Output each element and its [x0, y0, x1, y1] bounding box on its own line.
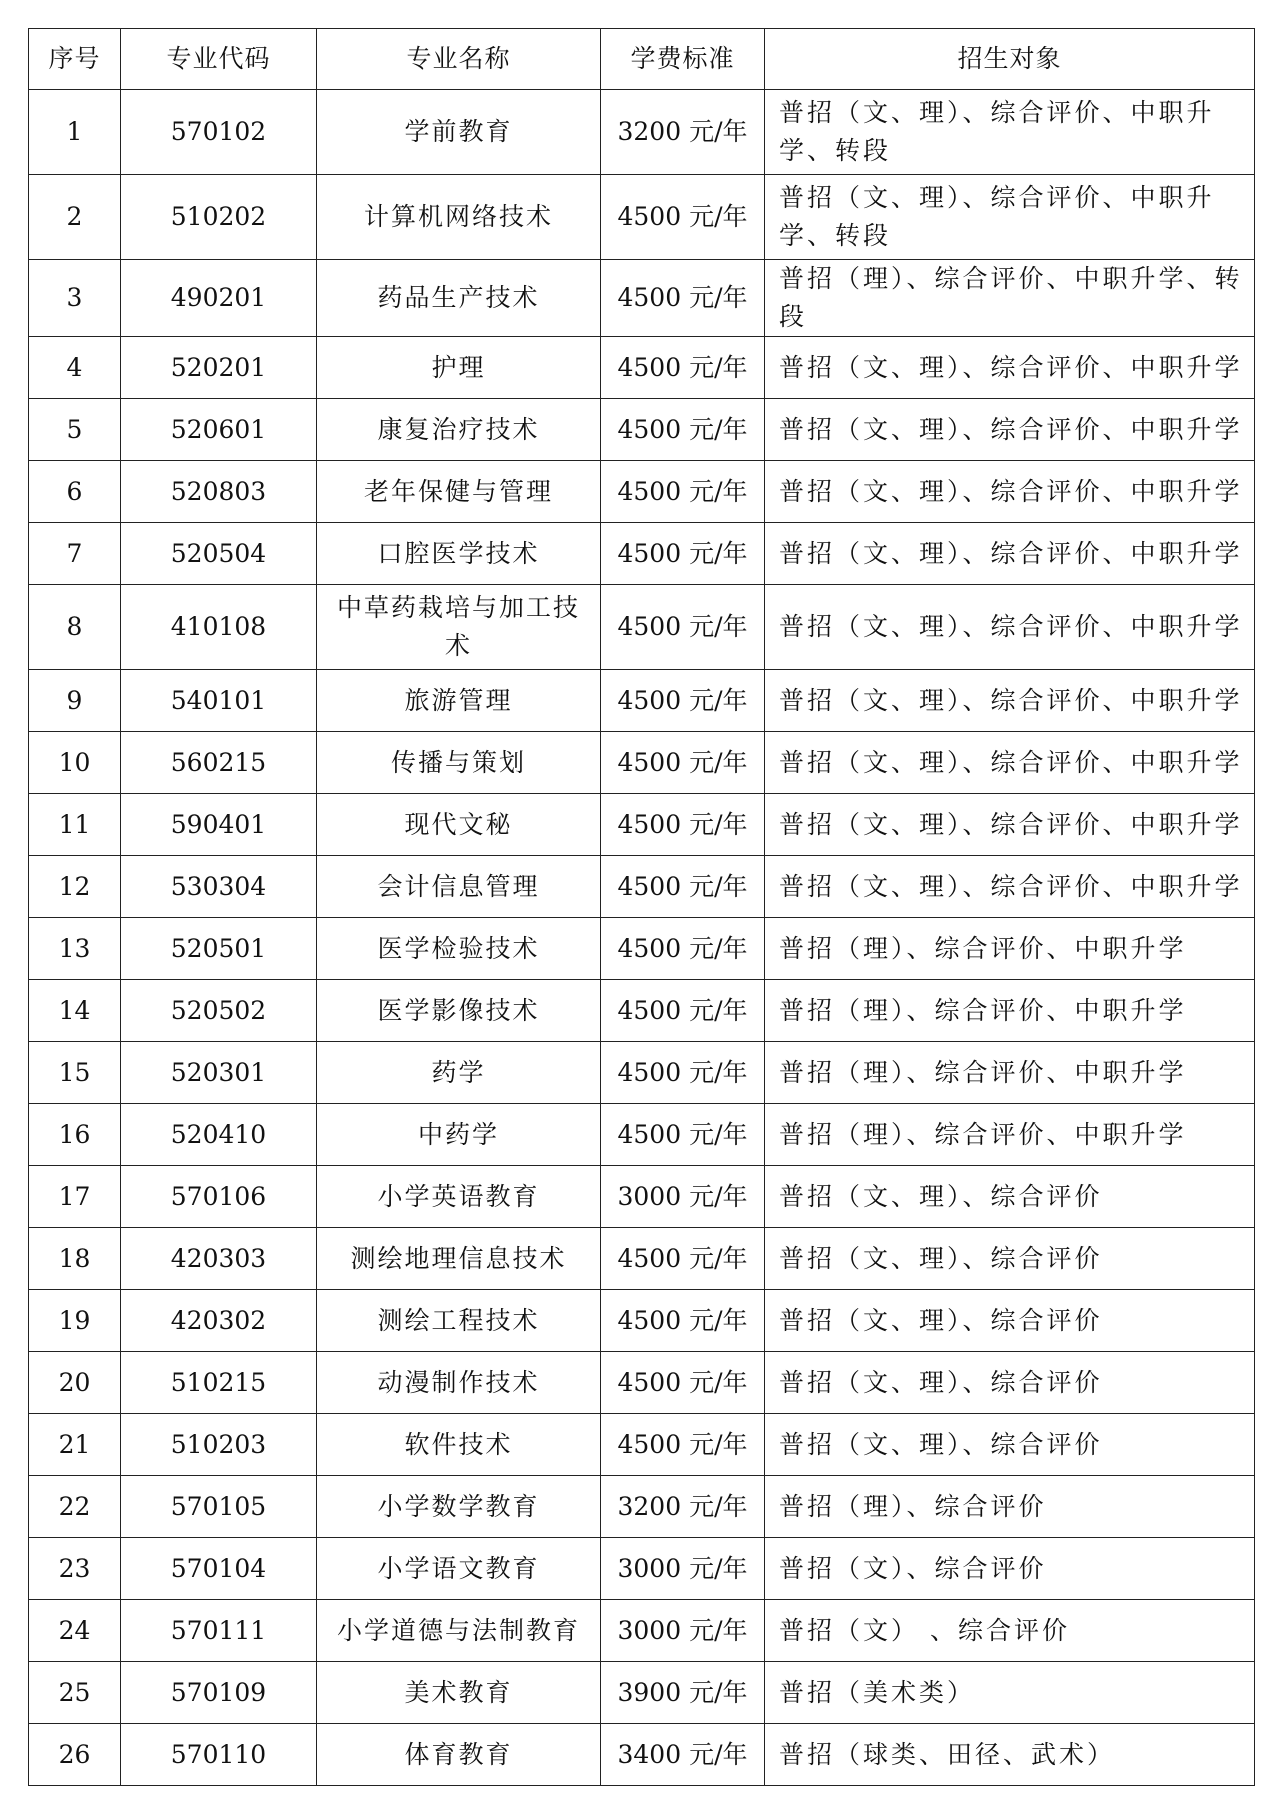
cell-target: 普招（理）、综合评价 [765, 1476, 1255, 1538]
cell-no: 8 [29, 585, 121, 670]
cell-no: 9 [29, 670, 121, 732]
cell-name: 口腔医学技术 [317, 523, 601, 585]
cell-target: 普招（理）、综合评价、中职升学 [765, 1042, 1255, 1104]
table-row [29, 670, 1255, 732]
page-wrapper [28, 28, 1254, 1786]
cell-name: 老年保健与管理 [317, 461, 601, 523]
cell-fee: 3200 元/年 [601, 90, 765, 175]
cell-name: 软件技术 [317, 1414, 601, 1476]
cell-fee: 3000 元/年 [601, 1166, 765, 1228]
cell-code: 510202 [121, 175, 317, 260]
cell-target: 普招（文、理）、综合评价、中职升学、转段 [765, 90, 1255, 175]
cell-name: 计算机网络技术 [317, 175, 601, 260]
cell-no: 5 [29, 399, 121, 461]
cell-name: 小学英语教育 [317, 1166, 601, 1228]
cell-code: 520201 [121, 337, 317, 399]
header-code: 专业代码 [121, 29, 317, 90]
cell-target: 普招（文、理）、综合评价、中职升学 [765, 523, 1255, 585]
cell-fee: 4500 元/年 [601, 1352, 765, 1414]
table-row [29, 1290, 1255, 1352]
cell-code: 490201 [121, 260, 317, 337]
cell-name: 动漫制作技术 [317, 1352, 601, 1414]
cell-fee: 3400 元/年 [601, 1724, 765, 1786]
cell-name: 小学语文教育 [317, 1538, 601, 1600]
cell-fee: 3000 元/年 [601, 1538, 765, 1600]
cell-fee: 4500 元/年 [601, 461, 765, 523]
cell-fee: 4500 元/年 [601, 175, 765, 260]
cell-name: 测绘工程技术 [317, 1290, 601, 1352]
table-row [29, 337, 1255, 399]
cell-name: 中药学 [317, 1104, 601, 1166]
cell-fee: 4500 元/年 [601, 918, 765, 980]
cell-fee: 3900 元/年 [601, 1662, 765, 1724]
cell-fee: 4500 元/年 [601, 1104, 765, 1166]
header-row [29, 29, 1255, 90]
cell-no: 26 [29, 1724, 121, 1786]
table-row [29, 523, 1255, 585]
table-row [29, 1228, 1255, 1290]
cell-target: 普招（理）、综合评价、中职升学、转段 [765, 260, 1255, 337]
cell-code: 520803 [121, 461, 317, 523]
table-row [29, 585, 1255, 670]
cell-no: 1 [29, 90, 121, 175]
cell-no: 4 [29, 337, 121, 399]
cell-fee: 4500 元/年 [601, 585, 765, 670]
cell-target: 普招（文、理）、综合评价、中职升学 [765, 337, 1255, 399]
cell-code: 510215 [121, 1352, 317, 1414]
cell-code: 560215 [121, 732, 317, 794]
table-row [29, 918, 1255, 980]
table-row [29, 90, 1255, 175]
table-body [29, 90, 1255, 1786]
cell-target: 普招（文、理）、综合评价、中职升学 [765, 461, 1255, 523]
cell-no: 21 [29, 1414, 121, 1476]
cell-name: 旅游管理 [317, 670, 601, 732]
cell-code: 410108 [121, 585, 317, 670]
cell-no: 18 [29, 1228, 121, 1290]
cell-code: 520410 [121, 1104, 317, 1166]
cell-fee: 4500 元/年 [601, 1414, 765, 1476]
header-no: 序号 [29, 29, 121, 90]
table-row [29, 1662, 1255, 1724]
cell-code: 540101 [121, 670, 317, 732]
cell-name: 现代文秘 [317, 794, 601, 856]
cell-fee: 4500 元/年 [601, 670, 765, 732]
cell-name: 传播与策划 [317, 732, 601, 794]
cell-target: 普招（文、理）、综合评价 [765, 1414, 1255, 1476]
cell-fee: 4500 元/年 [601, 1228, 765, 1290]
table-header [29, 29, 1255, 90]
cell-no: 22 [29, 1476, 121, 1538]
cell-name: 小学道德与法制教育 [317, 1600, 601, 1662]
header-target: 招生对象 [765, 29, 1255, 90]
cell-target: 普招（理）、综合评价、中职升学 [765, 918, 1255, 980]
cell-no: 23 [29, 1538, 121, 1600]
table-row [29, 1538, 1255, 1600]
cell-name: 医学检验技术 [317, 918, 601, 980]
cell-code: 590401 [121, 794, 317, 856]
cell-target: 普招（文、理）、综合评价、中职升学 [765, 670, 1255, 732]
cell-fee: 4500 元/年 [601, 794, 765, 856]
cell-name: 中草药栽培与加工技术 [317, 585, 601, 670]
cell-fee: 4500 元/年 [601, 523, 765, 585]
cell-code: 570104 [121, 1538, 317, 1600]
cell-no: 25 [29, 1662, 121, 1724]
cell-no: 10 [29, 732, 121, 794]
cell-code: 520301 [121, 1042, 317, 1104]
cell-fee: 4500 元/年 [601, 399, 765, 461]
table-row [29, 732, 1255, 794]
cell-no: 14 [29, 980, 121, 1042]
cell-name: 美术教育 [317, 1662, 601, 1724]
header-name: 专业名称 [317, 29, 601, 90]
cell-name: 药品生产技术 [317, 260, 601, 337]
table-row [29, 856, 1255, 918]
cell-code: 420303 [121, 1228, 317, 1290]
cell-code: 510203 [121, 1414, 317, 1476]
cell-target: 普招（文、理）、综合评价、中职升学 [765, 399, 1255, 461]
table-row [29, 461, 1255, 523]
table-row [29, 1724, 1255, 1786]
cell-no: 19 [29, 1290, 121, 1352]
cell-no: 13 [29, 918, 121, 980]
cell-code: 570109 [121, 1662, 317, 1724]
table-row [29, 1476, 1255, 1538]
cell-target: 普招（文、理）、综合评价 [765, 1290, 1255, 1352]
cell-fee: 4500 元/年 [601, 856, 765, 918]
cell-target: 普招（文、理）、综合评价、中职升学、转段 [765, 175, 1255, 260]
cell-name: 医学影像技术 [317, 980, 601, 1042]
cell-no: 17 [29, 1166, 121, 1228]
table-row [29, 1042, 1255, 1104]
cell-code: 570105 [121, 1476, 317, 1538]
table-row [29, 794, 1255, 856]
cell-no: 24 [29, 1600, 121, 1662]
cell-target: 普招（文、理）、综合评价 [765, 1166, 1255, 1228]
cell-target: 普招（球类、田径、武术） [765, 1724, 1255, 1786]
cell-no: 15 [29, 1042, 121, 1104]
cell-target: 普招（文、理）、综合评价 [765, 1352, 1255, 1414]
cell-fee: 4500 元/年 [601, 1290, 765, 1352]
cell-target: 普招（文、理）、综合评价、中职升学 [765, 585, 1255, 670]
cell-name: 测绘地理信息技术 [317, 1228, 601, 1290]
cell-fee: 4500 元/年 [601, 732, 765, 794]
cell-no: 20 [29, 1352, 121, 1414]
table-row [29, 260, 1255, 337]
cell-code: 520502 [121, 980, 317, 1042]
cell-fee: 4500 元/年 [601, 1042, 765, 1104]
cell-target: 普招（文、理）、综合评价、中职升学 [765, 732, 1255, 794]
cell-no: 3 [29, 260, 121, 337]
table-row [29, 980, 1255, 1042]
cell-name: 药学 [317, 1042, 601, 1104]
cell-target: 普招（文、理）、综合评价、中职升学 [765, 856, 1255, 918]
cell-target: 普招（美术类） [765, 1662, 1255, 1724]
cell-fee: 4500 元/年 [601, 260, 765, 337]
cell-no: 2 [29, 175, 121, 260]
cell-code: 570106 [121, 1166, 317, 1228]
cell-name: 康复治疗技术 [317, 399, 601, 461]
cell-no: 16 [29, 1104, 121, 1166]
cell-fee: 3200 元/年 [601, 1476, 765, 1538]
cell-no: 12 [29, 856, 121, 918]
cell-fee: 4500 元/年 [601, 337, 765, 399]
cell-target: 普招（文） 、综合评价 [765, 1600, 1255, 1662]
table-row [29, 1352, 1255, 1414]
cell-code: 570110 [121, 1724, 317, 1786]
cell-target: 普招（理）、综合评价、中职升学 [765, 1104, 1255, 1166]
program-table [28, 28, 1255, 1786]
cell-target: 普招（文、理）、综合评价 [765, 1228, 1255, 1290]
cell-code: 420302 [121, 1290, 317, 1352]
table-row [29, 1414, 1255, 1476]
cell-target: 普招（文）、综合评价 [765, 1538, 1255, 1600]
cell-name: 学前教育 [317, 90, 601, 175]
cell-code: 520601 [121, 399, 317, 461]
cell-target: 普招（理）、综合评价、中职升学 [765, 980, 1255, 1042]
cell-name: 会计信息管理 [317, 856, 601, 918]
table-row [29, 175, 1255, 260]
cell-no: 7 [29, 523, 121, 585]
cell-no: 6 [29, 461, 121, 523]
table-row [29, 1600, 1255, 1662]
table-row [29, 1166, 1255, 1228]
cell-code: 530304 [121, 856, 317, 918]
cell-code: 570111 [121, 1600, 317, 1662]
cell-code: 520504 [121, 523, 317, 585]
cell-fee: 4500 元/年 [601, 980, 765, 1042]
cell-name: 护理 [317, 337, 601, 399]
cell-code: 520501 [121, 918, 317, 980]
table-row [29, 1104, 1255, 1166]
table-row [29, 399, 1255, 461]
header-fee: 学费标准 [601, 29, 765, 90]
cell-code: 570102 [121, 90, 317, 175]
cell-target: 普招（文、理）、综合评价、中职升学 [765, 794, 1255, 856]
cell-no: 11 [29, 794, 121, 856]
cell-name: 体育教育 [317, 1724, 601, 1786]
cell-name: 小学数学教育 [317, 1476, 601, 1538]
cell-fee: 3000 元/年 [601, 1600, 765, 1662]
